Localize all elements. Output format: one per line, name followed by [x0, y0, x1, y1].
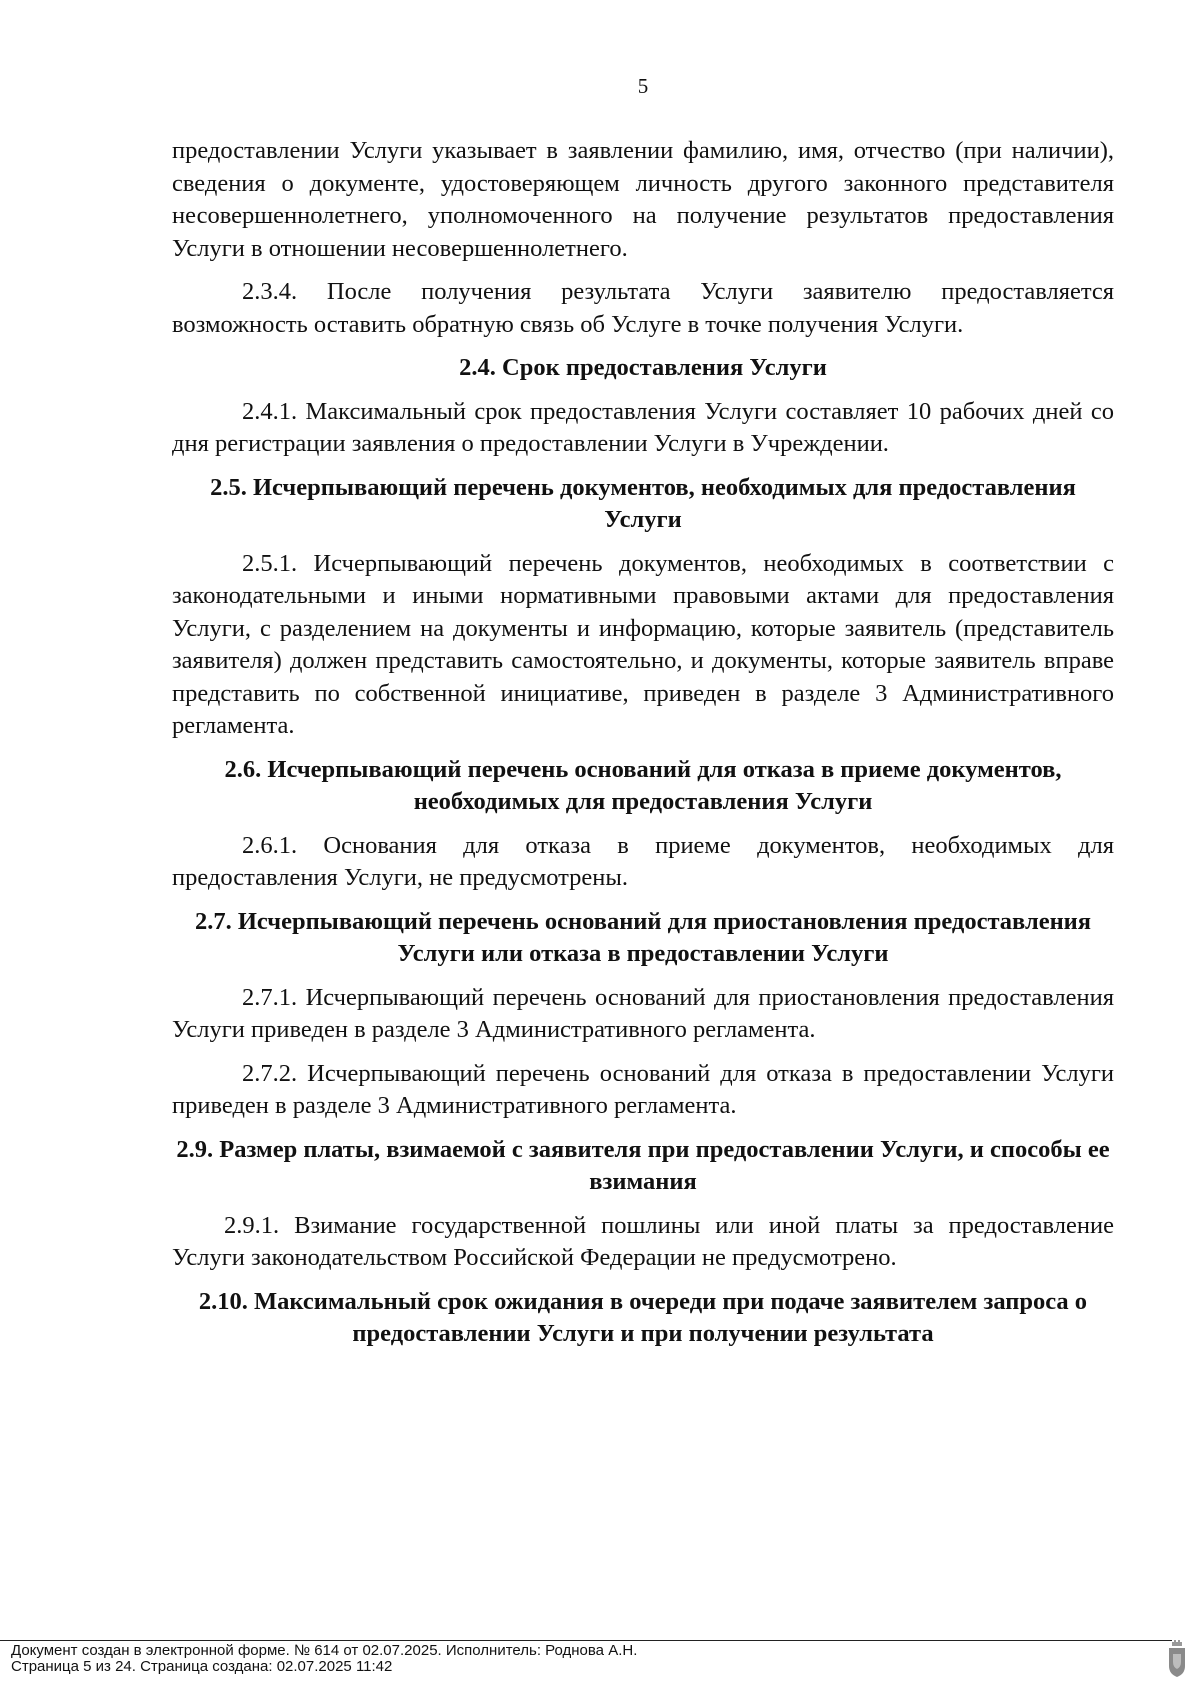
- section-heading: 2.6. Исчерпывающий перечень оснований для отказа в приеме документов, необходимых для предоставления Услуги: [224, 755, 1062, 815]
- paragraph: 2.6.1. Основания для отказа в приеме документов, необходимых для предоставления Услуги, не предусмотрены.: [172, 831, 1114, 891]
- section-heading: 2.7. Исчерпывающий перечень оснований для приостановления предоставления Услуги или отказа в предоставлении Услуги: [194, 907, 1092, 967]
- footer-line-2: Страница 5 из 24. Страница создана: 02.07.2025 11:42: [11, 1658, 393, 1675]
- coat-of-arms-icon: [1167, 1640, 1187, 1678]
- footer-divider: [0, 1640, 1172, 1641]
- paragraph: 2.9.1. Взимание государственной пошлины или иной платы за предоставление Услуги законодательством Российской Федерации не предусмотрено.: [172, 1211, 1114, 1271]
- section-heading: 2.4. Срок предоставления Услуги: [459, 354, 827, 381]
- paragraph: 2.7.1. Исчерпывающий перечень оснований для приостановления предоставления Услуги приведен в разделе 3 Административного регламента.: [172, 983, 1114, 1043]
- document-body: [172, 135, 1114, 1362]
- document-footer: [11, 1643, 637, 1675]
- paragraph: 2.3.4. После получения результата Услуги заявителю предоставляется возможность оставить обратную связь об Услуге в точке получения Услуги.: [172, 278, 1114, 338]
- section-heading: 2.10. Максимальный срок ожидания в очереди при подаче заявителем запроса о предоставлении Услуги и при получении результата: [198, 1287, 1088, 1347]
- section-heading: 2.5. Исчерпывающий перечень документов, необходимых для предоставления Услуги: [210, 473, 1076, 533]
- page-number: 5: [637, 74, 649, 98]
- paragraph: 2.4.1. Максимальный срок предоставления Услуги составляет 10 рабочих дней со дня регистрации заявления о предоставлении Услуги в Учреждении.: [172, 397, 1114, 457]
- paragraph: 2.5.1. Исчерпывающий перечень документов, необходимых в соответствии с законодательными и иными нормативными правовыми актами для предоставления Услуги, с разделением на документы и информацию, которые заявитель (представитель заявителя) должен представить самостоятельно, и документы, которые заявитель вправе представить по собственной инициативе, приведен в разделе 3 Административного регламента.: [172, 549, 1114, 739]
- section-heading: 2.9. Размер платы, взимаемой с заявителя при предоставлении Услуги, и способы ее взимания: [176, 1135, 1110, 1195]
- paragraph: 2.7.2. Исчерпывающий перечень оснований для отказа в предоставлении Услуги приведен в разделе 3 Административного регламента.: [172, 1059, 1114, 1119]
- footer-line-1: Документ создан в электронной форме. № 614 от 02.07.2025. Исполнитель: Роднова А.Н.: [11, 1642, 638, 1659]
- paragraph: предоставлении Услуги указывает в заявлении фамилию, имя, отчество (при наличии), сведения о документе, удостоверяющем личность другого законного представителя несовершеннолетнего, уполномоченного на получение результатов предоставления Услуги в отношении несовершеннолетнего.: [172, 137, 1114, 262]
